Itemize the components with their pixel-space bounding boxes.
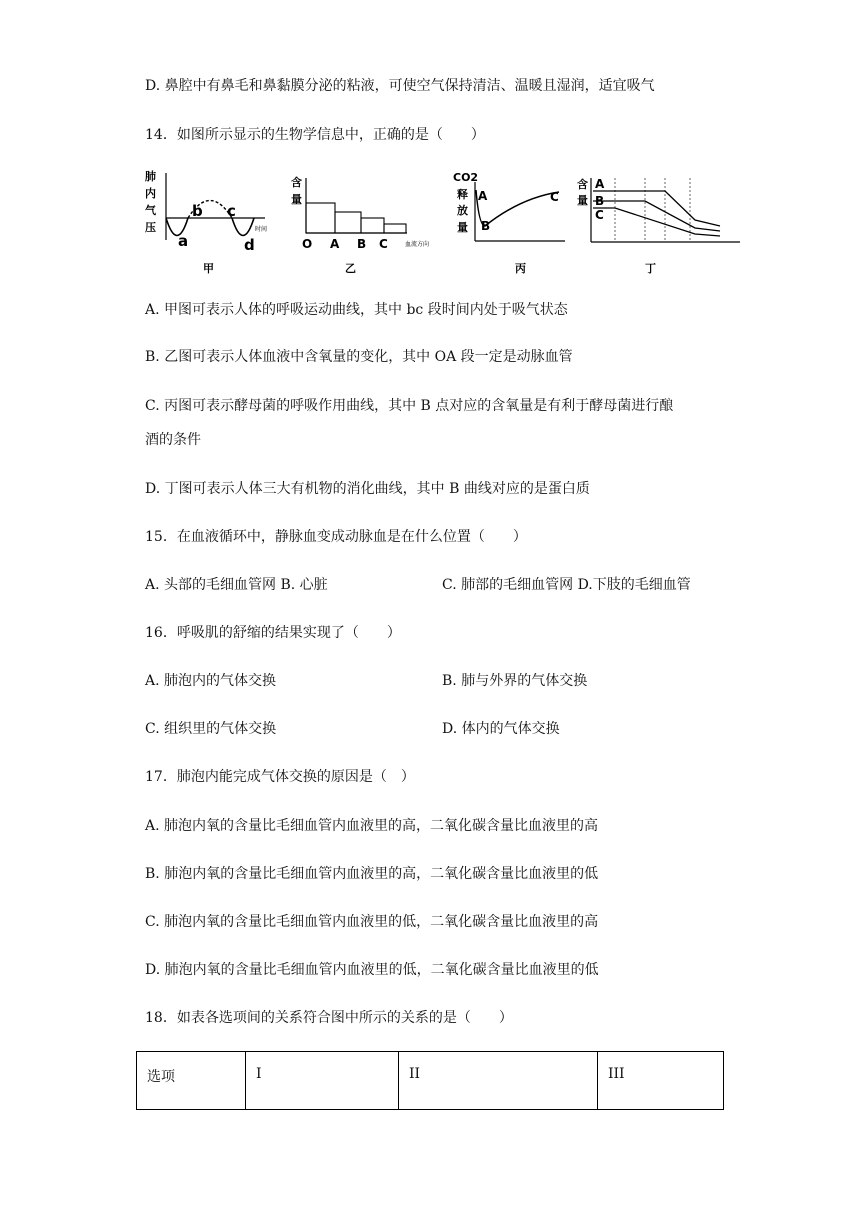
yi-bar-1 [335,212,361,233]
q14-option-c-line1: C. 丙图可表示酵母菌的呼吸作用曲线，其中 B 点对应的含氧量是有利于酵母菌进行酿 [145,398,674,414]
ding-caption: 丁 [645,262,656,275]
table-header-iii: III [598,1052,724,1110]
q17-option-c: C. 肺泡内氧的含量比毛细血管内血液里的低，二氧化碳含量比血液里的高 [145,914,599,930]
ding-curve-a: A [595,177,605,191]
jia-point-c: c [227,202,236,220]
yi-tick-c: C [379,237,388,251]
bing-caption: 丙 [515,262,526,275]
bing-ylabel-1: 释 [457,188,468,201]
figure-yi [291,175,429,275]
yi-ylabel-0: 含 [291,176,302,189]
q14-option-d: D. 丁图可表示人体三大有机物的消化曲线，其中 B 曲线对应的是蛋白质 [145,481,590,497]
q15-stem: 15．在血液循环中，静脉血变成动脉血是在什么位置（ ） [145,529,527,545]
figure-jia [145,169,267,275]
jia-ylabel-2: 气 [145,204,156,217]
q15-options-ab: A. 头部的毛细血管网 B. 心脏 [145,577,328,593]
yi-tick-b: B [357,237,367,251]
q14-option-b: B. 乙图可表示人体血液中含氧量的变化，其中 OA 段一定是动脉血管 [145,349,573,365]
table-header-option: 选项 [137,1052,246,1110]
yi-bar-2 [361,218,384,233]
bing-point-b: B [481,219,491,233]
bing-ylabel-2: 放 [457,204,468,217]
q14-stem: 14．如图所示显示的生物学信息中，正确的是（ ） [145,127,485,143]
ding-ylabel-1: 量 [577,194,588,207]
q17-option-b: B. 肺泡内氧的含量比毛细血管内血液里的高，二氧化碳含量比血液里的低 [145,866,599,882]
ding-curve-c: C [595,208,604,222]
yi-bar-0 [306,203,335,233]
figure-ding [577,177,740,275]
jia-point-b: b [192,202,203,220]
jia-ylabel-1: 内 [145,187,156,200]
q17-option-a: A. 肺泡内氧的含量比毛细血管内血液里的高，二氧化碳含量比血液里的高 [145,818,599,834]
table-header-ii: II [399,1052,598,1110]
q16-option-b: B. 肺与外界的气体交换 [442,673,588,689]
q16-stem: 16．呼吸肌的舒缩的结果实现了（ ） [145,625,401,641]
yi-bar-3 [384,224,406,233]
ding-ylabel-0: 含 [577,178,588,191]
jia-caption: 甲 [203,262,214,275]
figure-bing [453,171,565,275]
q17-option-d: D. 肺泡内氧的含量比毛细血管内血液里的低，二氧化碳含量比血液里的低 [145,962,599,978]
q15-options-cd: C. 肺部的毛细血管网 D.下肢的毛细血管 [442,577,691,593]
q14-figure-row [145,168,745,278]
q14-option-c-line2: 酒的条件 [145,432,201,448]
table-header-row [137,1052,724,1110]
jia-ylabel-3: 压 [145,221,156,234]
jia-x-axis-label: 时间 [255,226,268,233]
yi-caption: 乙 [345,262,356,275]
yi-x-axis-label: 血流方向 [405,241,430,248]
q14-option-a: A. 甲图可表示人体的呼吸运动曲线，其中 bc 段时间内处于吸气状态 [145,302,568,318]
yi-tick-a: A [330,237,340,251]
q16-option-a: A. 肺泡内的气体交换 [145,673,277,689]
jia-point-a: a [178,232,189,250]
q16-option-d: D. 体内的气体交换 [442,721,560,737]
bing-ylabel-0: CO2 [453,171,479,184]
bing-point-c: C [550,190,559,204]
jia-point-d: d [244,236,255,254]
bing-point-a: A [478,189,488,203]
bing-ylabel-3: 量 [457,221,468,234]
q17-stem: 17．肺泡内能完成气体交换的原因是（ ） [145,769,415,785]
ding-curve-b: B [595,194,605,208]
q18-table [136,1051,724,1110]
jia-ylabel-0: 肺 [145,170,156,183]
yi-tick-o: O [302,237,313,251]
q13-option-d: D. 鼻腔中有鼻毛和鼻黏膜分泌的粘液，可使空气保持清洁、温暖且湿润，适宜吸气 [145,78,655,94]
q18-stem: 18．如表各选项间的关系符合图中所示的关系的是（ ） [145,1010,513,1026]
yi-ylabel-1: 量 [291,193,302,206]
q16-option-c: C. 组织里的气体交换 [145,721,277,737]
table-header-i: I [246,1052,399,1110]
